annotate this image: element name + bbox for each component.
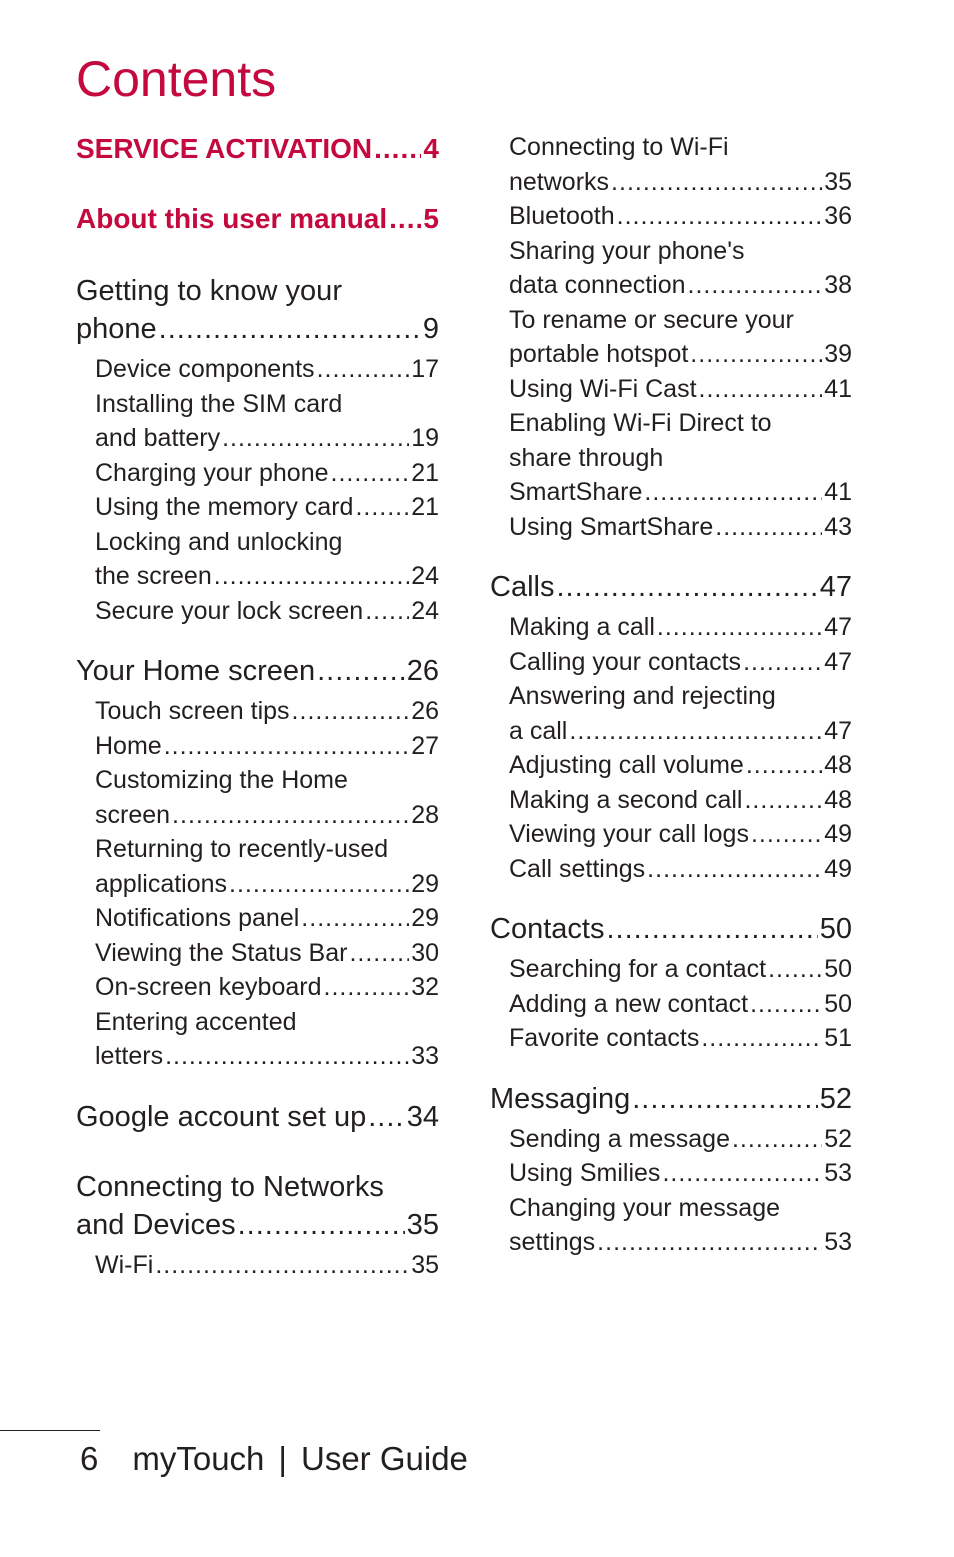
dot-leader — [617, 199, 823, 234]
dot-leader — [165, 1039, 409, 1074]
toc-entry-page: 53 — [824, 1228, 852, 1256]
toc-entry-page: 26 — [406, 655, 439, 687]
toc-entry-title: Using Smilies — [509, 1159, 661, 1187]
toc-entry[interactable] — [509, 130, 852, 199]
toc-entry-page: 50 — [824, 955, 852, 983]
toc-entry-title-line: Enabling Wi-Fi Direct to — [509, 409, 772, 437]
toc-subsection-list — [76, 694, 439, 1074]
dot-leader — [744, 783, 822, 818]
toc-entry-title: Calls — [490, 571, 555, 603]
toc-entry-title: Making a call — [509, 613, 655, 641]
toc-entry-page: 9 — [422, 313, 439, 345]
toc-entry-title: Secure your lock screen — [95, 596, 364, 625]
toc-entry[interactable] — [509, 783, 852, 818]
toc-entry-title: screen — [95, 800, 171, 829]
toc-entry-page: 4 — [423, 133, 439, 164]
dot-leader — [222, 421, 409, 456]
dot-leader — [355, 490, 409, 525]
toc-entry-page: 36 — [824, 202, 852, 230]
toc-entry-page: 19 — [411, 424, 439, 452]
toc-entry-title: a call — [509, 716, 568, 745]
toc-entry[interactable] — [95, 1005, 439, 1074]
dot-leader — [164, 729, 410, 764]
toc-section-networks[interactable] — [76, 1168, 439, 1244]
toc-entry[interactable] — [509, 1021, 852, 1056]
toc-right-column — [490, 130, 852, 1260]
toc-entry-page: 35 — [411, 1250, 439, 1279]
dot-leader — [768, 952, 822, 987]
dot-leader — [155, 1248, 409, 1283]
toc-entry-page: 26 — [411, 697, 439, 725]
toc-entry[interactable] — [95, 763, 439, 832]
dot-leader — [556, 568, 817, 606]
toc-entry-page: 50 — [819, 913, 852, 945]
toc-entry-title: Contacts — [490, 913, 605, 945]
toc-entry[interactable] — [509, 1191, 852, 1260]
toc-entry-title-line: To rename or secure your — [509, 305, 794, 334]
toc-entry-title: and battery — [95, 424, 221, 452]
toc-entry-title: Making a second call — [509, 785, 743, 814]
dot-leader — [229, 867, 409, 902]
dot-leader — [324, 970, 410, 1005]
dot-leader — [317, 652, 405, 690]
dot-leader — [389, 200, 421, 238]
toc-entry-title: Wi-Fi — [95, 1250, 154, 1279]
toc-subsection-list — [490, 610, 852, 886]
toc-entry-title-line: Sharing your phone's — [509, 236, 745, 265]
toc-entry[interactable] — [509, 234, 852, 303]
toc-entry-title-line: share through — [509, 443, 664, 472]
toc-entry-page: 49 — [824, 854, 852, 883]
toc-entry[interactable] — [509, 645, 852, 680]
toc-entry-title: Touch screen tips — [95, 697, 290, 725]
toc-entry-title: Google account set up — [76, 1100, 367, 1133]
dot-leader — [301, 901, 409, 936]
toc-entry[interactable] — [509, 610, 852, 645]
toc-left-column — [76, 130, 439, 1282]
toc-entry-title: letters — [95, 1042, 164, 1070]
toc-entry-page: 43 — [824, 512, 852, 541]
toc-section-messaging[interactable] — [490, 1080, 852, 1118]
toc-entry-title: Using SmartShare — [509, 512, 714, 541]
toc-entry-page: 48 — [824, 751, 852, 779]
toc-entry-page: 32 — [411, 973, 439, 1001]
toc-entry-page: 47 — [824, 613, 852, 641]
toc-entry[interactable] — [509, 303, 852, 372]
toc-entry-title-line: Returning to recently-used — [95, 835, 389, 863]
toc-section-home-screen[interactable] — [76, 652, 439, 690]
toc-subsection-list — [490, 952, 852, 1056]
dot-leader — [317, 352, 410, 387]
dot-leader — [172, 798, 409, 833]
toc-entry-title: On-screen keyboard — [95, 973, 322, 1001]
toc-entry[interactable] — [509, 817, 852, 852]
toc-entry-page: 53 — [824, 1159, 852, 1187]
toc-entry-page: 48 — [824, 785, 852, 814]
toc-entry-page: 52 — [824, 1124, 852, 1153]
toc-entry-page: 41 — [824, 478, 852, 506]
toc-entry-title: the screen — [95, 562, 212, 590]
toc-entry[interactable] — [509, 1122, 852, 1157]
toc-entry-title: Home — [95, 731, 162, 760]
dot-leader — [606, 910, 817, 948]
dot-leader — [597, 1225, 822, 1260]
toc-entry-page: 49 — [824, 820, 852, 848]
toc-entry-title: SmartShare — [509, 478, 643, 506]
toc-entry-page: 24 — [411, 596, 439, 625]
toc-entry-page: 24 — [411, 562, 439, 590]
toc-entry[interactable] — [509, 199, 852, 234]
toc-entry-title: and Devices — [76, 1208, 236, 1241]
toc-section-contacts[interactable] — [490, 910, 852, 948]
toc-entry-page: 21 — [411, 458, 439, 487]
dot-leader — [701, 1021, 822, 1056]
toc-entry[interactable] — [95, 352, 439, 387]
toc-entry-title: Charging your phone — [95, 458, 329, 487]
footer-doc-title: User Guide — [301, 1440, 468, 1477]
toc-entry-title: Viewing your call logs — [509, 820, 749, 848]
dot-leader — [662, 1156, 822, 1191]
toc-entry-title-line: Installing the SIM card — [95, 389, 343, 418]
footer-page-number: 6 — [80, 1440, 99, 1477]
toc-entry-title: Sending a message — [509, 1124, 730, 1153]
dot-leader — [632, 1080, 817, 1118]
dot-leader — [292, 694, 410, 729]
toc-entry-title: Your Home screen — [76, 655, 316, 687]
toc-entry-page: 21 — [411, 493, 439, 521]
dot-leader — [368, 1098, 405, 1136]
toc-entry-title: Favorite contacts — [509, 1024, 700, 1052]
dot-leader — [331, 456, 410, 491]
toc-entry-page: 29 — [411, 904, 439, 932]
toc-subsection-list — [76, 1248, 439, 1283]
page-title: Contents — [76, 51, 277, 107]
toc-entry[interactable] — [95, 456, 439, 491]
toc-entry-title-line: Entering accented — [95, 1007, 297, 1036]
toc-subsection-list — [490, 130, 852, 544]
dot-leader — [743, 645, 822, 680]
toc-entry[interactable] — [95, 387, 439, 456]
toc-entry[interactable] — [509, 510, 852, 545]
toc-entry-page: 27 — [411, 731, 439, 760]
dot-leader — [688, 268, 823, 303]
dot-leader — [159, 310, 421, 348]
toc-entry-title-line: Changing your message — [509, 1193, 780, 1222]
toc-entry-page: 35 — [406, 1208, 439, 1241]
dot-leader — [611, 165, 822, 200]
toc-entry-title: settings — [509, 1228, 596, 1256]
toc-entry[interactable] — [509, 406, 852, 510]
toc-entry[interactable] — [509, 679, 852, 748]
dot-leader — [644, 475, 822, 510]
dot-leader — [214, 559, 409, 594]
toc-entry-title: applications — [95, 869, 228, 898]
toc-entry[interactable] — [95, 525, 439, 594]
footer-rule — [0, 1430, 100, 1431]
toc-entry-page: 28 — [411, 800, 439, 829]
toc-entry-page: 34 — [406, 1100, 439, 1133]
page-footer — [80, 1440, 468, 1478]
toc-entry-title-line: Locking and unlocking — [95, 527, 343, 556]
footer-separator: | — [278, 1440, 287, 1477]
toc-subsection-list — [490, 1122, 852, 1260]
toc-entry[interactable] — [509, 1156, 852, 1191]
toc-entry-title-line: Connecting to Wi-Fi — [509, 133, 729, 161]
toc-entry-page: 39 — [824, 340, 852, 368]
dot-leader — [569, 714, 822, 749]
toc-entry-title: Adding a new contact — [509, 989, 749, 1018]
toc-entry-page: 35 — [824, 167, 852, 196]
toc-entry-title: Searching for a contact — [509, 955, 767, 983]
toc-entry[interactable] — [95, 1248, 439, 1283]
toc-entry-title: phone — [76, 313, 157, 345]
toc-entry-title: Viewing the Status Bar — [95, 938, 348, 967]
toc-entry-title: Notifications panel — [95, 904, 300, 932]
toc-entry-title: data connection — [509, 271, 686, 299]
toc-entry[interactable] — [509, 748, 852, 783]
toc-entry-page: 47 — [824, 647, 852, 676]
toc-entry-title: Calling your contacts — [509, 647, 742, 676]
toc-entry-page: 5 — [423, 203, 439, 234]
toc-entry[interactable] — [95, 936, 439, 971]
toc-entry-title-line: Getting to know your — [76, 275, 342, 307]
toc-entry-title: Using Wi-Fi Cast — [509, 374, 697, 403]
toc-section-service-activation[interactable] — [76, 130, 439, 168]
toc-entry[interactable] — [509, 852, 852, 887]
toc-entry-page: 51 — [824, 1024, 852, 1052]
toc-entry-page: 52 — [819, 1082, 852, 1115]
dot-leader — [365, 594, 409, 629]
toc-entry[interactable] — [95, 970, 439, 1005]
toc-entry[interactable] — [509, 952, 852, 987]
toc-entry-title: Bluetooth — [509, 202, 615, 230]
toc-entry-title-line: Answering and rejecting — [509, 682, 776, 710]
dot-leader — [238, 1206, 405, 1244]
dot-leader — [690, 337, 822, 372]
toc-entry[interactable] — [95, 901, 439, 936]
dot-leader — [374, 130, 421, 168]
toc-entry-title-line: Connecting to Networks — [76, 1170, 384, 1203]
toc-subsection-list — [76, 352, 439, 628]
toc-entry[interactable] — [509, 987, 852, 1022]
toc-entry[interactable] — [95, 832, 439, 901]
toc-entry[interactable] — [95, 694, 439, 729]
toc-entry-page: 17 — [411, 355, 439, 383]
toc-entry-page: 33 — [411, 1042, 439, 1070]
toc-entry-title: portable hotspot — [509, 340, 689, 368]
toc-section-google-account[interactable] — [76, 1098, 439, 1136]
dot-leader — [751, 817, 822, 852]
toc-entry-page: 47 — [824, 716, 852, 745]
toc-section-getting-to-know[interactable] — [76, 272, 439, 348]
toc-entry[interactable] — [95, 594, 439, 629]
dot-leader — [750, 987, 822, 1022]
toc-entry[interactable] — [95, 729, 439, 764]
toc-entry-title: Device components — [95, 355, 315, 383]
toc-section-about-manual[interactable] — [76, 200, 439, 238]
dot-leader — [349, 936, 409, 971]
dot-leader — [746, 748, 822, 783]
toc-entry-page: 47 — [819, 571, 852, 603]
footer-product: myTouch — [132, 1440, 265, 1477]
dot-leader — [647, 852, 822, 887]
toc-entry-title: Adjusting call volume — [509, 751, 744, 779]
toc-entry-title: networks — [509, 167, 610, 196]
toc-section-calls[interactable] — [490, 568, 852, 606]
toc-entry-page: 41 — [824, 374, 852, 403]
toc-entry-page: 38 — [824, 271, 852, 299]
toc-entry-title: Call settings — [509, 854, 646, 883]
toc-entry-title: About this user manual — [76, 203, 388, 234]
toc-entry[interactable] — [95, 490, 439, 525]
toc-entry-title: SERVICE ACTIVATION — [76, 133, 373, 164]
dot-leader — [657, 610, 822, 645]
toc-entry-title: Messaging — [490, 1082, 631, 1115]
toc-entry-page: 29 — [411, 869, 439, 898]
toc-entry-title-line: Customizing the Home — [95, 766, 348, 794]
dot-leader — [732, 1122, 822, 1157]
dot-leader — [699, 372, 823, 407]
toc-entry[interactable] — [509, 372, 852, 407]
toc-entry-title: Using the memory card — [95, 493, 354, 521]
toc-entry-page: 30 — [411, 938, 439, 967]
toc-entry-page: 50 — [824, 989, 852, 1018]
dot-leader — [715, 510, 822, 545]
